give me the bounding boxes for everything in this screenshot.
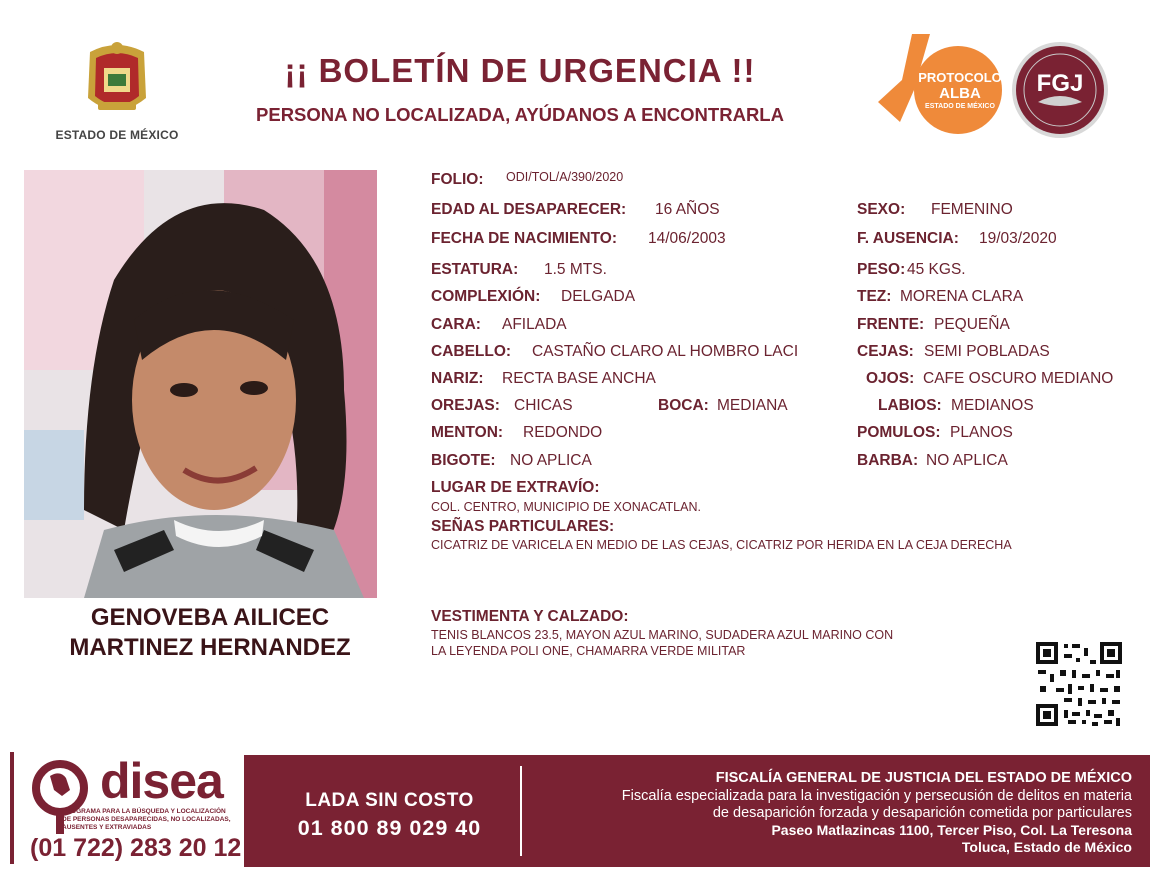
missing-person-photo — [24, 170, 377, 598]
frente-value: PEQUEÑA — [934, 316, 1010, 333]
barba-label: BARBA: — [857, 452, 919, 469]
footer-separator — [520, 766, 522, 856]
ausencia-value: 19/03/2020 — [979, 230, 1057, 247]
odisea-description: PROGRAMA PARA LA BÚSQUEDA Y LOCALIZACIÓN DE PERSONAS DESAPARECIDAS, NO LOCALIZADAS, AUSENTES Y EXTRAVIADAS — [62, 808, 231, 831]
cejas-label: CEJAS: — [857, 343, 914, 360]
alba-line-1: PROTOCOLO — [918, 70, 1002, 85]
odisea-accent-bar — [10, 752, 14, 864]
frente-label: FRENTE: — [857, 316, 925, 333]
fiscalia-line-2: de desaparición forzada y desaparición cometida por particulares — [712, 805, 1132, 821]
fgj-seal-logo — [1008, 40, 1112, 140]
toll-free-number: 01 800 89 029 40 — [297, 816, 482, 840]
complexion-value: DELGADA — [561, 288, 636, 305]
fiscalia-address-1: Paseo Matlazincas 1100, Tercer Piso, Col. La Teresona — [771, 822, 1132, 838]
nariz-label: NARIZ: — [431, 370, 484, 387]
bigote-label: BIGOTE: — [431, 452, 496, 469]
alba-line-2: ALBA — [939, 85, 981, 102]
cejas-value: SEMI POBLADAS — [924, 343, 1050, 360]
bigote-value: NO APLICA — [510, 452, 592, 469]
bulletin-title: ¡¡ BOLETÍN DE URGENCIA !! — [284, 52, 756, 89]
orejas-label: OREJAS: — [431, 397, 500, 414]
ojos-label: OJOS: — [866, 370, 915, 387]
cara-label: CARA: — [431, 316, 481, 333]
labios-value: MEDIANOS — [951, 397, 1034, 414]
vestimenta-label: VESTIMENTA Y CALZADO: — [431, 608, 629, 625]
peso-value: 45 KGS. — [907, 261, 966, 278]
cabello-value: CASTAÑO CLARO AL HOMBRO LACI — [532, 343, 799, 360]
cara-value: AFILADA — [502, 316, 567, 333]
pomulos-value: PLANOS — [950, 424, 1013, 441]
toll-free-label: LADA SIN COSTO — [305, 790, 474, 811]
odisea-phone: (01 722) 283 20 12 — [30, 834, 242, 862]
sexo-label: SEXO: — [857, 201, 906, 218]
cabello-label: CABELLO: — [431, 343, 512, 360]
lugar-label: LUGAR DE EXTRAVÍO: — [431, 479, 600, 496]
orejas-value: CHICAS — [514, 397, 573, 414]
estatura-label: ESTATURA: — [431, 261, 519, 278]
nariz-value: RECTA BASE ANCHA — [502, 370, 656, 387]
edad-label: EDAD AL DESAPARECER: — [431, 201, 627, 218]
menton-value: REDONDO — [523, 424, 603, 441]
bulletin-subtitle: PERSONA NO LOCALIZADA, AYÚDANOS A ENCONTRARLA — [256, 104, 784, 125]
senas-value: CICATRIZ DE VARICELA EN MEDIO DE LAS CEJAS, CICATRIZ POR HERIDA EN LA CEJA DERECHA — [431, 538, 1012, 552]
vestimenta-value-line-2: LA LEYENDA POLI ONE, CHAMARRA VERDE MILITAR — [431, 644, 746, 658]
folio-value: ODI/TOL/A/390/2020 — [506, 170, 624, 184]
peso-label: PESO: — [857, 261, 906, 278]
vestimenta-value-line-1: TENIS BLANCOS 23.5, MAYON AZUL MARINO, SUDADERA AZUL MARINO CON — [431, 628, 894, 642]
name-line-1: GENOVEBA AILICEC — [90, 604, 330, 631]
boca-label: BOCA: — [658, 397, 709, 414]
lugar-value: COL. CENTRO, MUNICIPIO DE XONACATLAN. — [431, 500, 701, 514]
qr-code[interactable] — [1034, 640, 1124, 728]
edad-value: 16 AÑOS — [655, 201, 720, 218]
protocolo-alba-logo — [872, 30, 1002, 140]
ojos-value: CAFE OSCURO MEDIANO — [923, 370, 1114, 387]
alba-line-3: ESTADO DE MÉXICO — [925, 103, 995, 110]
fiscalia-title: FISCALÍA GENERAL DE JUSTICIA DEL ESTADO DE MÉXICO — [715, 770, 1132, 786]
sexo-value: FEMENINO — [931, 201, 1013, 218]
fiscalia-block — [530, 770, 1132, 856]
estatura-value: 1.5 MTS. — [544, 261, 607, 278]
missing-person-name — [30, 603, 390, 663]
nacimiento-label: FECHA DE NACIMIENTO: — [431, 230, 617, 247]
estado-de-mexico-shield-logo — [76, 38, 158, 124]
complexion-label: COMPLEXIÓN: — [431, 288, 541, 305]
odisea-wordmark: disea — [100, 753, 223, 809]
senas-label: SEÑAS PARTICULARES: — [431, 518, 615, 535]
fiscalia-address-2: Toluca, Estado de México — [961, 839, 1132, 855]
menton-label: MENTON: — [431, 424, 504, 441]
toll-free-block — [272, 790, 507, 841]
fgj-label: FGJ — [1036, 70, 1084, 97]
nacimiento-value: 14/06/2003 — [648, 230, 726, 247]
boca-value: MEDIANA — [717, 397, 788, 414]
tez-label: TEZ: — [857, 288, 892, 305]
ausencia-label: F. AUSENCIA: — [857, 230, 959, 247]
tez-value: MORENA CLARA — [900, 288, 1024, 305]
fiscalia-line-1: Fiscalía especializada para la investigación y persecusión de delitos en materia — [621, 788, 1132, 804]
pomulos-label: POMULOS: — [857, 424, 941, 441]
name-line-2: MARTINEZ HERNANDEZ — [69, 634, 351, 661]
estado-de-mexico-label: ESTADO DE MÉXICO — [55, 128, 179, 142]
labios-label: LABIOS: — [878, 397, 942, 414]
barba-value: NO APLICA — [926, 452, 1008, 469]
folio-label: FOLIO: — [431, 171, 484, 188]
